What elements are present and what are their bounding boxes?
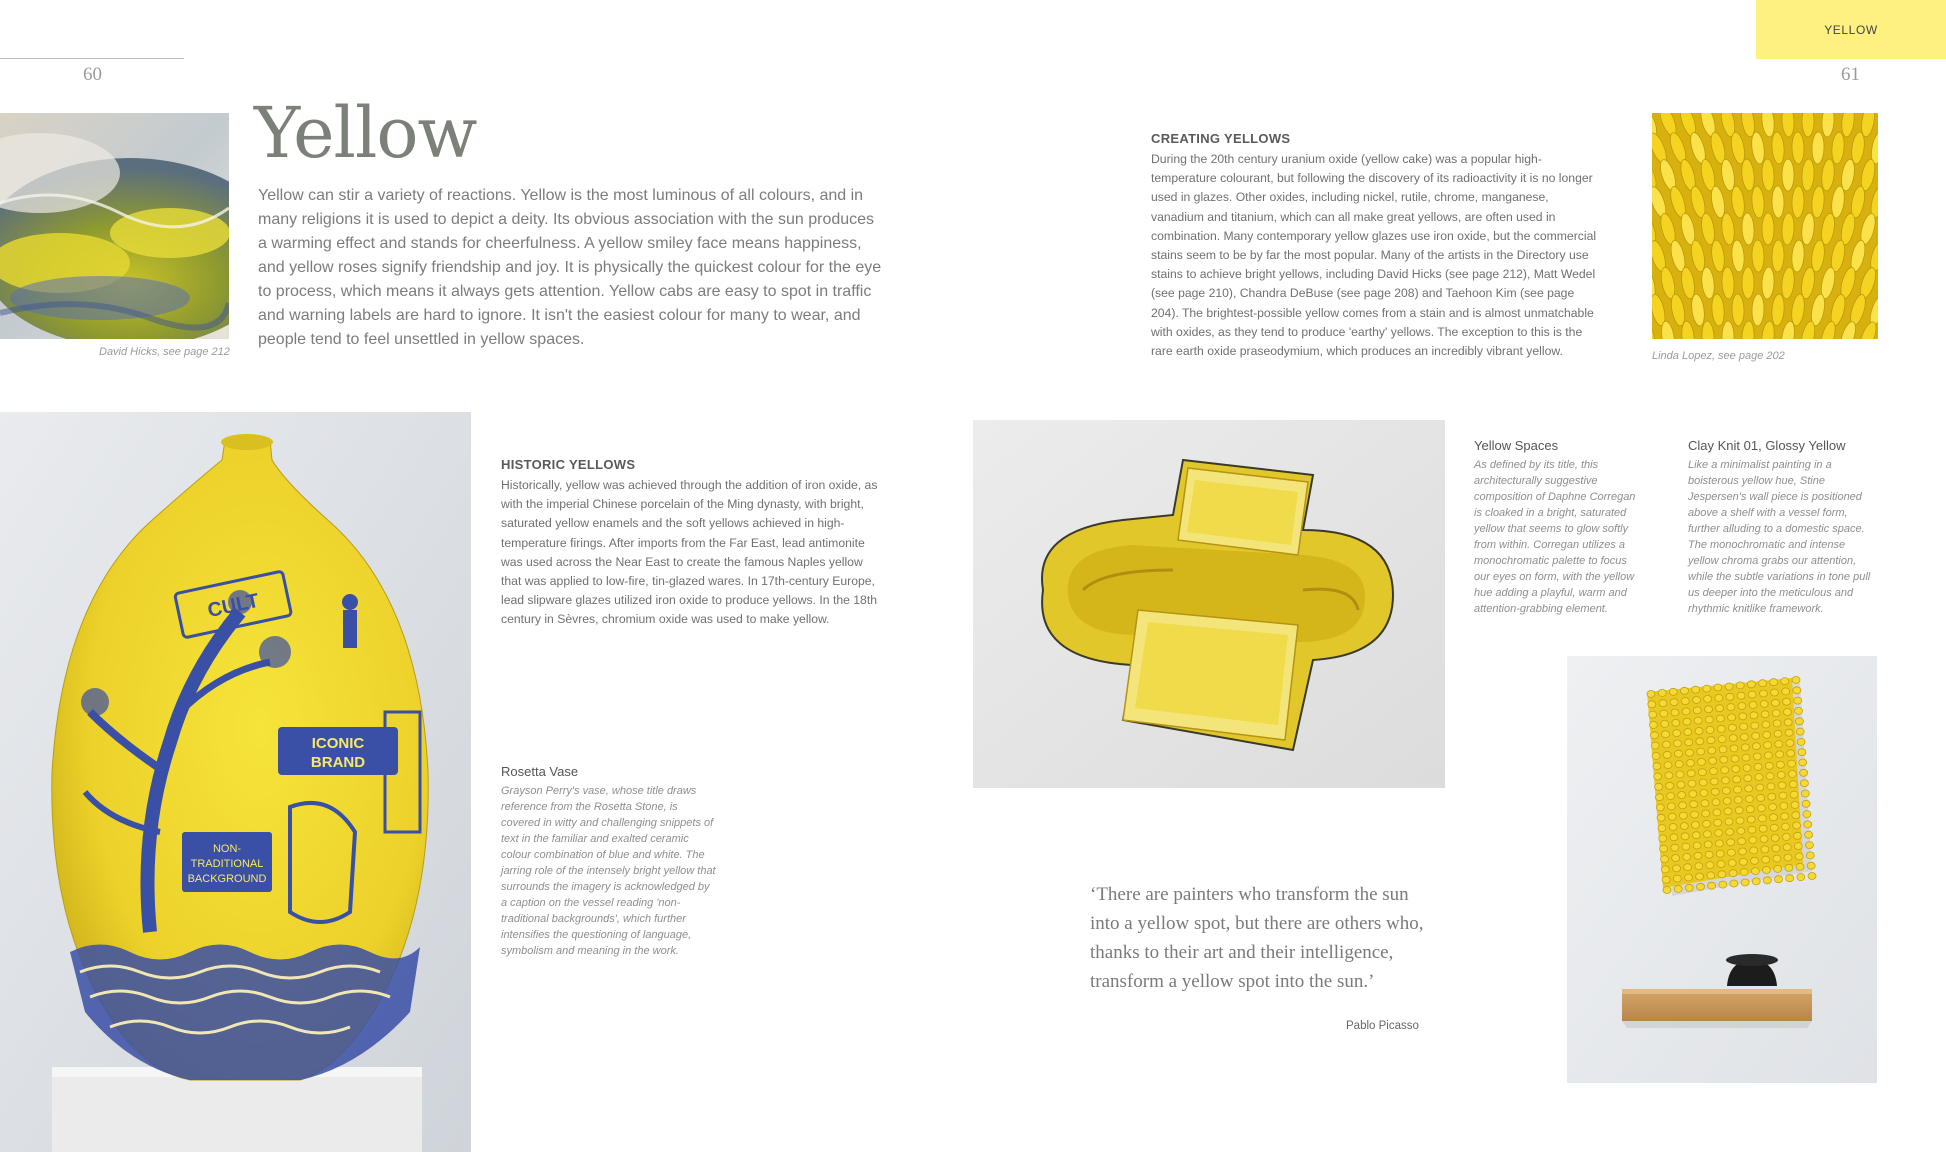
linda-lopez-image [1652, 113, 1878, 339]
svg-text:CULT: CULT [205, 589, 262, 623]
clay-knit-title: Clay Knit 01, Glossy Yellow [1688, 438, 1846, 453]
header-rule [0, 58, 184, 59]
rosetta-vase-image [0, 412, 471, 1152]
david-hicks-caption: David Hicks, see page 212 [99, 346, 230, 358]
creating-yellows-heading: CREATING YELLOWS [1151, 131, 1291, 146]
section-tab [1756, 0, 1946, 59]
section-tab-label: YELLOW [1824, 22, 1878, 37]
creating-yellows-text: During the 20th century uranium oxide (yellow cake) was a popular high-temperature colourant, but following the discovery of its radioactivity it is no longer used in glazes. Other oxides, including nickel, rutile, chrome, manganese, vanadium and titanium, which can all make great yellows, are often used in combination. Many contemporary yellow glazes use iron oxide, but the commercial stains seem to be by far the most popular. Many of the artists in the Directory use stains to achieve bright yellows, including David Hicks (see page 212), Matt Wedel (see page 210), Chandra DeBuse (see page 208) and Taehoon Kim (see page 204). The brightest-possible yellow comes from a stain and is almost unmatchable with oxides, as they tend to produce 'earthy' yellows. The exception to this is the rare earth oxide praseodymium, which produces an incredibly vibrant yellow. [1151, 152, 1597, 359]
svg-text:BACKGROUND: BACKGROUND [187, 873, 267, 885]
clay-knit-description: Like a minimalist painting in a boisterous yellow hue, Stine Jespersen's wall piece is positioned above a shelf with a vessel form, further alluding to a domestic space. The monochromatic and intense yellow chroma grabs our attention, while the subtle variations in tone pull us deeper into the meticulous and rhythmic knitlike framework. [1688, 459, 1871, 615]
yellow-spaces-title: Yellow Spaces [1474, 438, 1559, 453]
yellow-spaces-description: As defined by its title, this architecturally suggestive composition of Daphne Corregan is cloaked in a bright, saturated yellow that seems to glow softly from within. Corregan utilizes a monochromatic palette to focus our eyes on form, with the yellow hue adding a playful, warm and attention-grabbing element. [1474, 459, 1636, 615]
page-title: Yellow [254, 92, 477, 174]
yellow-spaces-image [973, 420, 1445, 788]
intro-paragraph: Yellow can stir a variety of reactions. Yellow is the most luminous of all colours, and in many religions it is used to depict a deity. Its obvious association with the sun produces a warming effect and stands for cheerfulness. A yellow smiley face means happiness, and yellow roses signify friendship and joy. It is physically the quickest colour for the eye to process, which means it always gets attention. Yellow cabs are easy to spot in traffic and warning labels are hard to ignore. It isn't the easiest colour for many to wear, and people tend to feel unsettled in yellow spaces. [258, 187, 882, 348]
svg-text:NON-: NON- [212, 843, 242, 855]
picasso-quote: ‘There are painters who transform the sun into a yellow spot, but there are others who, thanks to their art and their intelligence, transform a yellow spot into the sun.’ [1090, 884, 1424, 992]
historic-yellows-heading: HISTORIC YELLOWS [501, 457, 636, 472]
historic-yellows-text: Historically, yellow was achieved through the addition of iron oxide, as with the imperial Chinese porcelain of the Ming dynasty, with bright, saturated yellow enamels and the soft yellows achieved in high-temperature firings. After imports from the Far East, lead antimonite was used across the Near East to create the famous Naples yellow that was applied to low-fire, tin-glazed wares. In 17th-century Europe, lead slipware glazes utilized iron oxide to produce yellows. In the 18th century in Sèvres, chromium oxide was used to make yellow. [501, 478, 878, 627]
rosetta-vase-description: Grayson Perry's vase, whose title draws reference from the Rosetta Stone, is covered in witty and challenging snippets of text in the familiar and exalted ceramic colour combination of blue and white. The jarring role of the intensely bright yellow that surrounds the imagery is acknowledged by a caption on the vessel reading 'non-traditional backgrounds', which further intensifies the questioning of language, symbolism and meaning in the work. [501, 785, 716, 957]
page-number-left: 60 [83, 64, 102, 85]
svg-text:BRAND: BRAND [310, 754, 366, 771]
svg-text:TRADITIONAL: TRADITIONAL [190, 858, 264, 870]
linda-lopez-caption: Linda Lopez, see page 202 [1652, 350, 1785, 362]
david-hicks-image [0, 113, 229, 339]
quote-author: Pablo Picasso [1346, 1020, 1419, 1032]
clay-knit-image [1567, 656, 1877, 1083]
rosetta-vase-title: Rosetta Vase [501, 764, 579, 779]
page-number-right: 61 [1841, 64, 1860, 85]
svg-text:ICONIC: ICONIC [311, 735, 365, 752]
